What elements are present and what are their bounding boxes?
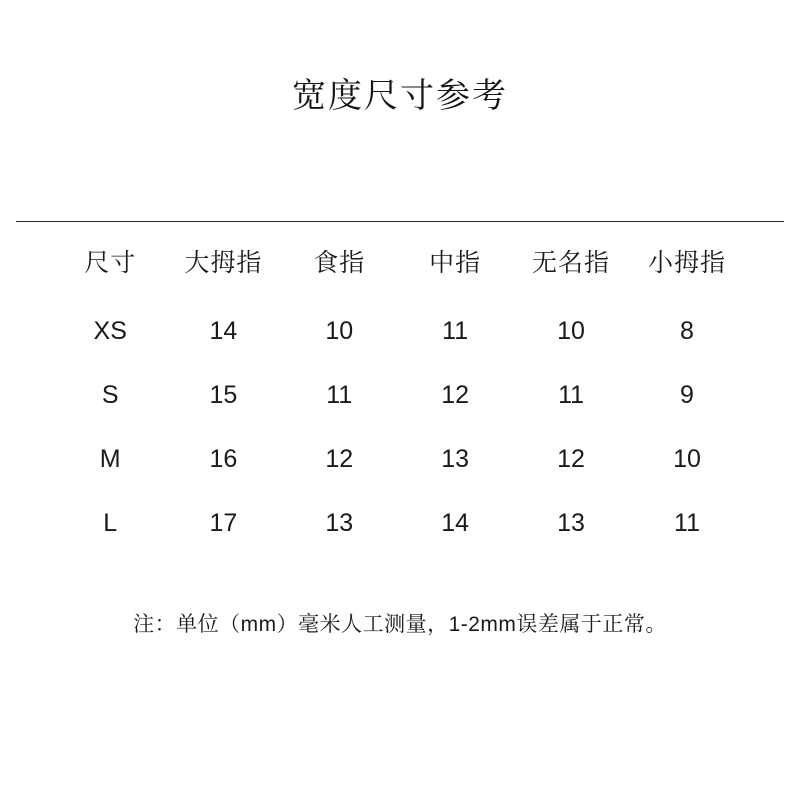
cell-index-finger: 11 (326, 381, 353, 410)
table-row (55, 428, 745, 492)
page-title: 宽度尺寸参考 (292, 77, 508, 115)
column-header-size: 尺寸 (84, 248, 137, 277)
cell-thumb: 16 (209, 445, 238, 474)
column-header-ring-finger: 无名指 (532, 248, 611, 277)
row-size-label: S (101, 381, 119, 410)
column-header-pinky: 小拇指 (648, 248, 727, 277)
table-row (55, 492, 745, 556)
cell-middle-finger: 11 (442, 317, 469, 346)
cell-index-finger: 13 (325, 509, 354, 538)
cell-ring-finger: 11 (558, 381, 585, 410)
cell-pinky: 8 (680, 317, 694, 346)
row-size-label: M (99, 445, 121, 474)
row-size-label: L (103, 509, 118, 538)
table-header-row (55, 222, 745, 300)
column-header-thumb: 大拇指 (184, 248, 263, 277)
table-header (55, 222, 745, 300)
cell-middle-finger: 13 (441, 445, 470, 474)
size-chart-table (55, 222, 745, 556)
row-size-label: XS (93, 317, 127, 346)
column-header-index-finger: 食指 (313, 248, 366, 277)
table-body (55, 300, 745, 556)
cell-index-finger: 10 (325, 317, 354, 346)
table-row (55, 364, 745, 428)
cell-thumb: 15 (209, 381, 238, 410)
cell-thumb: 14 (209, 317, 238, 346)
cell-pinky: 10 (673, 445, 701, 474)
cell-middle-finger: 14 (441, 509, 470, 538)
column-header-middle-finger: 中指 (429, 248, 482, 277)
cell-pinky: 9 (680, 381, 694, 410)
measurement-note: 注：单位（mm）毫米人工测量，1-2mm误差属于正常。 (133, 612, 667, 636)
cell-index-finger: 12 (325, 445, 354, 474)
table-row (55, 300, 745, 364)
cell-middle-finger: 12 (441, 381, 470, 410)
cell-pinky: 11 (674, 509, 700, 538)
cell-ring-finger: 13 (557, 509, 585, 538)
cell-ring-finger: 12 (557, 445, 585, 474)
cell-ring-finger: 10 (557, 317, 585, 346)
cell-thumb: 17 (209, 509, 238, 538)
